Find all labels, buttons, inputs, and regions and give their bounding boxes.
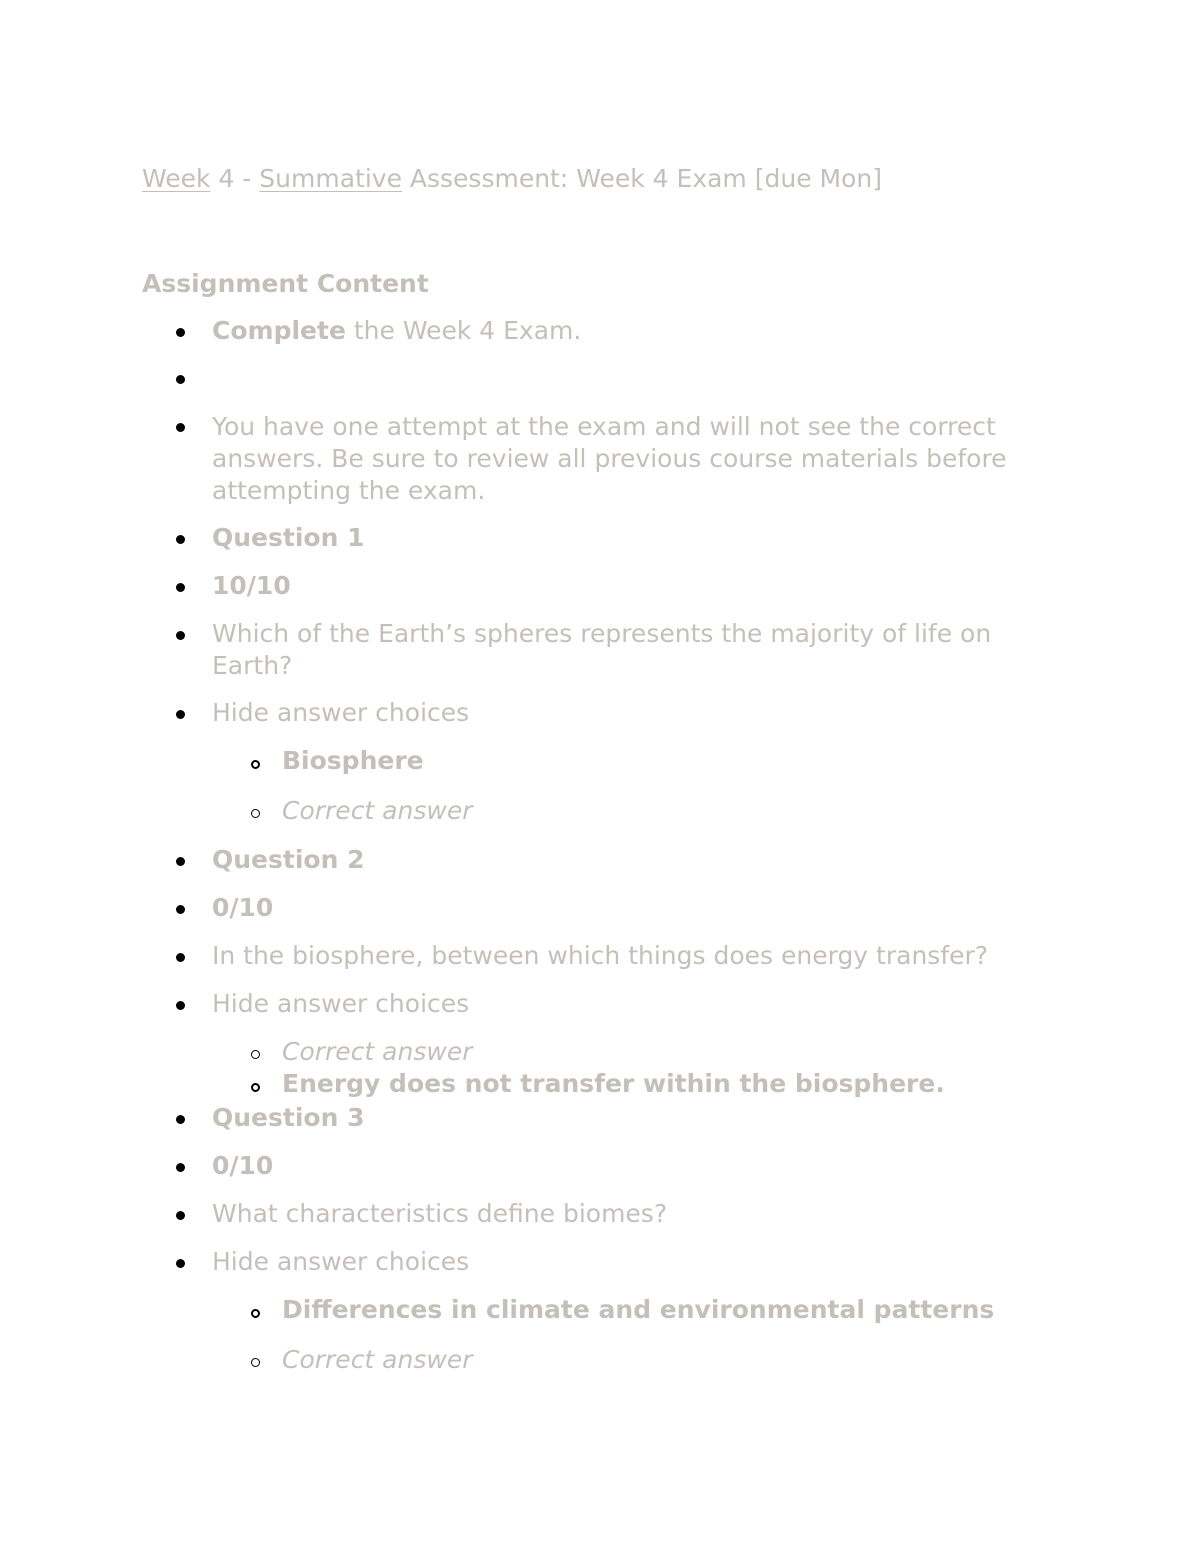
bullet-icon <box>176 857 185 866</box>
bullet-icon <box>176 631 185 640</box>
circle-bullet-icon <box>251 1358 260 1367</box>
bullet-icon <box>176 423 185 432</box>
question-2-hide-answers[interactable]: Hide answer choices <box>212 989 470 1018</box>
question-3-score: 0/10 <box>212 1151 274 1180</box>
summative-link[interactable]: Summative <box>259 164 402 193</box>
question-3-prompt: What characteristics define biomes? <box>212 1199 668 1228</box>
question-2-correct-answer-label: Correct answer <box>282 1037 473 1066</box>
question-1-prompt: Which of the Earth’s spheres represents the majority of life on Earth? <box>212 619 992 680</box>
question-3-correct-answer-label: Correct answer <box>282 1345 473 1374</box>
bullet-icon <box>176 1001 185 1010</box>
question-2-selected-answer: Energy does not transfer within the biosphere. <box>282 1069 945 1098</box>
question-1-label: Question 1 <box>212 523 365 552</box>
question-3-selected-answer: Differences in climate and environmental patterns <box>282 1295 995 1324</box>
bullet-icon <box>176 1259 185 1268</box>
circle-bullet-icon <box>251 809 260 818</box>
bullet-icon <box>176 328 185 337</box>
bullet-icon <box>176 1211 185 1220</box>
bullet-icon <box>176 905 185 914</box>
question-2-prompt: In the biosphere, between which things does energy transfer? <box>212 941 989 970</box>
bullet-icon <box>176 375 185 384</box>
bullet-icon <box>176 583 185 592</box>
question-1-score: 10/10 <box>212 571 291 600</box>
bullet-icon <box>176 1115 185 1124</box>
list-item-attempt-note: You have one attempt at the exam and will not see the correct answers. Be sure to review all previous course materials before attempting the exam. <box>212 412 1007 505</box>
week-link[interactable]: Week <box>142 164 211 193</box>
bullet-icon <box>176 953 185 962</box>
title-rest: Assessment: Week 4 Exam [due Mon] <box>401 164 882 193</box>
page-title <box>142 163 882 195</box>
title-separator: 4 - <box>210 164 260 193</box>
question-1-selected-answer: Biosphere <box>282 746 424 775</box>
complete-bold: Complete <box>212 316 346 345</box>
complete-rest: the Week 4 Exam. <box>345 316 582 345</box>
circle-bullet-icon <box>251 1050 260 1059</box>
question-3-label: Question 3 <box>212 1103 365 1132</box>
question-1-hide-answers[interactable]: Hide answer choices <box>212 698 470 727</box>
list-item-complete <box>212 315 1042 347</box>
question-2-score: 0/10 <box>212 893 274 922</box>
question-1-correct-answer-label: Correct answer <box>282 796 473 825</box>
bullet-icon <box>176 1163 185 1172</box>
question-2-label: Question 2 <box>212 845 365 874</box>
circle-bullet-icon <box>251 1083 260 1092</box>
bullet-icon <box>176 710 185 719</box>
bullet-icon <box>176 535 185 544</box>
circle-bullet-icon <box>251 760 260 769</box>
assignment-content-heading: Assignment Content <box>142 269 429 298</box>
circle-bullet-icon <box>251 1309 260 1318</box>
question-3-hide-answers[interactable]: Hide answer choices <box>212 1247 470 1276</box>
